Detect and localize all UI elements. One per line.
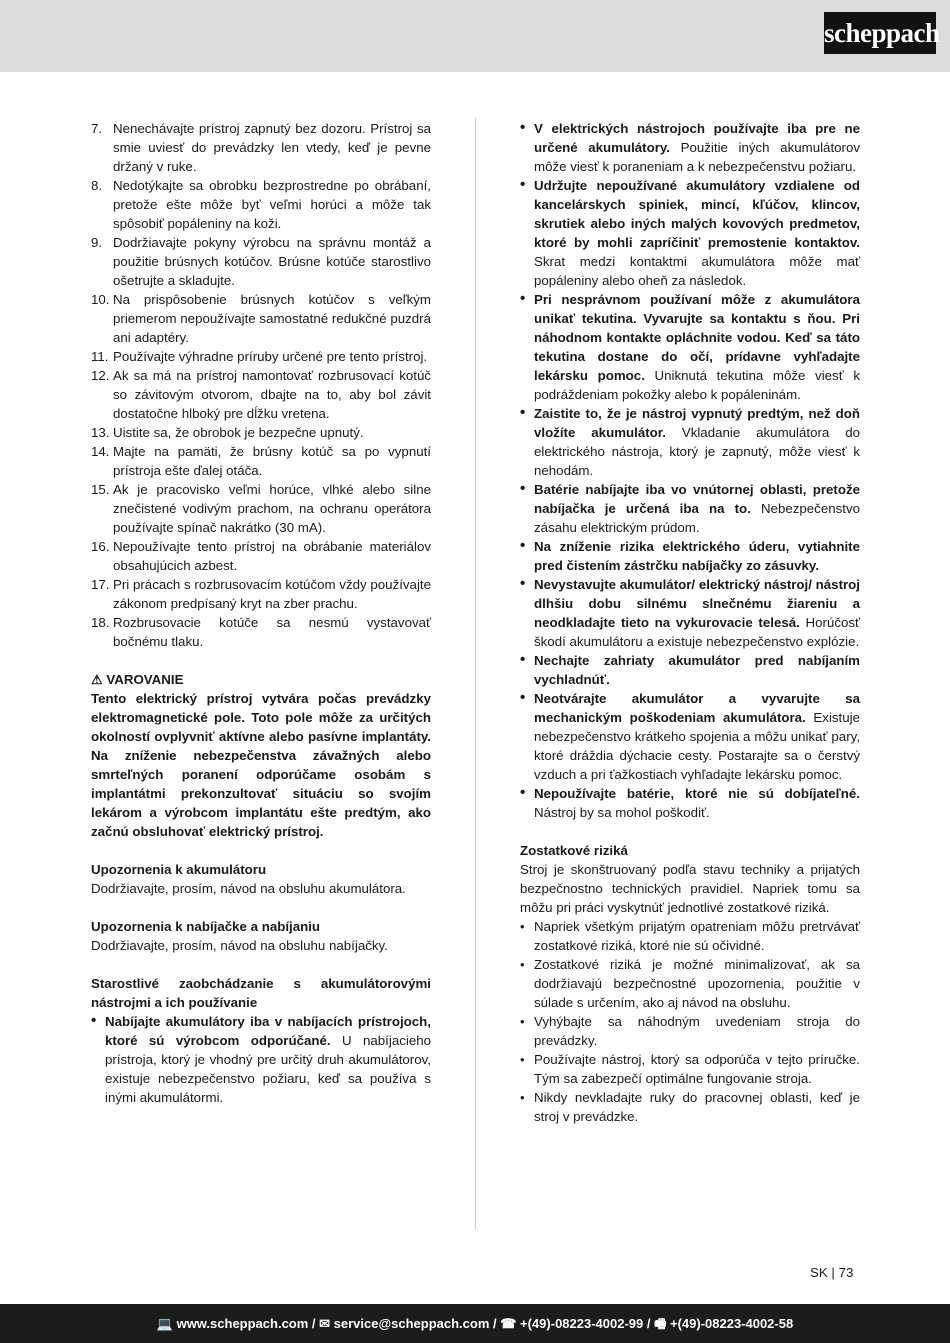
bullet-icon: • — [520, 919, 525, 934]
item-text: Ak je pracovisko veľmi horúce, vlhké alebo silne znečistené vodivým prachom, na ochranu operátora používajte spínač nakrátko (30 mA). — [113, 482, 431, 535]
numbered-item — [91, 347, 431, 366]
bullet-bold-text: Zaistite to, že je nástroj vypnutý predtým, než doň vložíte akumulátor. — [534, 406, 860, 440]
item-number: 11. — [91, 349, 109, 364]
bullet-content — [534, 784, 860, 822]
residual-item — [520, 955, 860, 1012]
residual-item — [520, 917, 860, 955]
page-header — [0, 0, 950, 72]
item-number: 17. — [91, 577, 110, 592]
bullet-icon: • — [520, 1052, 525, 1067]
care-bullet-bold: Nabíjajte akumulátory iba v nabíjacích prístrojoch, ktoré sú výrobcom odporúčané. — [105, 1014, 431, 1048]
bullet-item — [520, 575, 860, 651]
bullet-icon: • — [520, 404, 526, 421]
bullet-bold-text: V elektrických nástrojoch používajte iba pre ne určené akumulátory. — [534, 121, 860, 155]
item-text: Používajte výhradne príruby určené pre tento prístroj. — [113, 349, 428, 364]
residual-item-text: Zostatkové riziká je možné minimalizovať, ak sa dodržiavajú bezpečnostné upozornenia, použitie v súlade s určením, ako aj návod na obsluhu. — [534, 957, 860, 1010]
bullet-icon: • — [520, 1090, 525, 1105]
numbered-item — [91, 119, 431, 176]
bullet-normal-text: Horúčosť škodí akumulátoru a existuje nebezpečenstvo explózie. — [534, 615, 860, 649]
item-text: Na prispôsobenie brúsnych kotúčov s veľkým priemerom nepoužívajte samostatné redukčné puzdrá ani adaptéry. — [113, 292, 431, 345]
item-number: 8. — [91, 178, 103, 193]
bullet-content — [534, 651, 860, 689]
bullet-normal-text: Použitie iných akumulátorov môže viesť k poraneniam a k nebezpečenstvu požiaru. — [534, 140, 861, 174]
bullet-item — [520, 176, 860, 290]
numbered-item — [91, 176, 431, 233]
bullet-content — [534, 575, 860, 651]
item-text: Dodržiavajte pokyny výrobcu na správnu montáž a použitie brúsnych kotúčov. Brúsne kotúče starostlivo ošetrujte a skladujte. — [113, 235, 431, 288]
warning-icon: ⚠ — [91, 672, 103, 687]
item-number: 14. — [91, 444, 110, 459]
item-number: 12. — [91, 368, 110, 383]
warning-title: VAROVANIE — [106, 672, 184, 687]
item-number: 10. — [91, 292, 110, 307]
item-number: 13. — [91, 425, 110, 440]
bullet-item — [520, 290, 860, 404]
item-number: 15. — [91, 482, 110, 497]
residual-item-text: Používajte nástroj, ktorý sa odporúča v tejto príručke. Tým sa zabezpečí optimálne fungovanie stroja. — [534, 1052, 860, 1086]
numbered-item — [91, 423, 431, 442]
charger-notes-title: Upozornenia k nabíjačke a nabíjaniu — [91, 919, 321, 934]
item-number: 16. — [91, 539, 110, 554]
bullet-item — [520, 651, 860, 689]
residual-item-text: Vyhýbajte sa náhodným uvedeniam stroja do prevádzky. — [534, 1014, 860, 1048]
numbered-item — [91, 233, 431, 290]
bullet-content — [534, 480, 860, 537]
battery-notes-text: Dodržiavajte, prosím, návod na obsluhu akumulátora. — [91, 881, 406, 896]
residual-item — [520, 1012, 860, 1050]
bullet-icon: • — [520, 1014, 525, 1029]
right-column — [520, 119, 860, 1126]
residual-risks-list — [520, 917, 860, 1126]
bullet-normal-text: Uniknutá tekutina môže viesť k podráždeniam pokožky alebo k popáleninám. — [534, 368, 860, 402]
bullet-icon: • — [520, 957, 525, 972]
item-text: Rozbrusovacie kotúče sa nesmú vystavovať bočnému tlaku. — [113, 615, 431, 649]
residual-item-text: Napriek všetkým prijatým opatreniam môžu pretrvávať zostatkové riziká, ktoré nie sú očividné. — [534, 919, 860, 953]
bullet-icon: • — [520, 575, 526, 592]
item-number: 7. — [91, 121, 103, 136]
care-title: Starostlivé zaobchádzanie s akumulátorovými nástrojmi a ich používanie — [91, 976, 431, 1010]
numbered-item — [91, 613, 431, 651]
bullet-item — [520, 404, 860, 480]
bullet-bold-text: Nechajte zahriaty akumulátor pred nabíjaním vychladnúť. — [534, 653, 860, 687]
bullet-item — [520, 119, 860, 176]
bullet-normal-text: Nebezpečenstvo zásahu elektrickým prúdom. — [534, 501, 861, 535]
column-divider — [475, 118, 476, 1230]
charger-notes-text: Dodržiavajte, prosím, návod na obsluhu nabíjačky. — [91, 938, 388, 953]
bullet-bold-text: Pri nesprávnom používaní môže z akumulátora unikať tekutina. Vyvarujte sa kontaktu s ňou. Pri náhodnom kontakte opláchnite vodou. Keď sa táto tekutina dostane do očí, prídavne vyhľadajte lekársku pomoc. — [534, 292, 860, 383]
item-text: Nenechávajte prístroj zapnutý bez dozoru. Prístroj sa smie uviesť do prevádzky len vtedy, keď je pevne držaný v ruke. — [113, 121, 431, 174]
bullet-icon: • — [520, 290, 526, 307]
bullet-content — [534, 404, 860, 480]
bullet-normal-text: Nástroj by sa mohol poškodiť. — [534, 805, 710, 820]
bullet-bold-text: Nepoužívajte batérie, ktoré nie sú dobíjateľné. — [534, 786, 860, 801]
bullet-bold-text: Nevystavujte akumulátor/ elektrický nástroj/ nástroj dlhšiu dobu silnému slnečnému žiareniu a neodkladajte tieto na vykurovacie telesá. — [534, 577, 860, 630]
bullet-icon: • — [520, 689, 526, 706]
item-text: Nepoužívajte tento prístroj na obrábanie materiálov obsahujúcich azbest. — [113, 539, 431, 573]
bullet-bold-text: Batérie nabíjajte iba vo vnútornej oblasti, pretože nabíjačka je určená iba na to. — [534, 482, 860, 516]
warning-heading — [91, 670, 431, 689]
bullet-content — [534, 119, 860, 176]
scheppach-logo: scheppach — [824, 12, 936, 54]
bullet-item — [520, 480, 860, 537]
item-text: Ak sa má na prístroj namontovať rozbrusovací kotúč so závitovým otvorom, dbajte na to, aby bol závit dostatočne hlboký pre dĺžku vretena. — [113, 368, 431, 421]
bullet-icon: • — [520, 784, 526, 801]
bullet-normal-text: Skrat medzi kontaktmi akumulátora môže mať popáleniny alebo oheň za následok. — [534, 254, 860, 288]
item-number: 9. — [91, 235, 103, 250]
left-column — [91, 119, 431, 1107]
bullet-icon: • — [520, 537, 526, 554]
warning-text: Tento elektrický prístroj vytvára počas prevádzky elektromagnetické pole. Toto pole môže za určitých okolností ovplyvniť aktívne alebo pasívne implantáty. Na zníženie nebezpečenstva závažných alebo smrteľných poranení odporúčame osobám s implantátmi prekonzultovať situáciu so svojím lekárom a výrobcom implantátu ešte predtým, ako začnú obsluhovať elektrický prístroj. — [91, 691, 431, 839]
item-text: Uistite sa, že obrobok je bezpečne upnutý. — [113, 425, 364, 440]
item-text: Pri prácach s rozbrusovacím kotúčom vždy používajte zákonom predpísaný kryt na zber prachu. — [113, 577, 431, 611]
bullet-normal-text: Vkladanie akumulátora do elektrického nástroja, ktorý je zapnutý, môže viesť k nehodám. — [534, 425, 860, 478]
bullet-content — [534, 537, 860, 575]
bullet-content — [534, 290, 860, 404]
residual-risks-title: Zostatkové riziká — [520, 843, 628, 858]
item-text: Majte na pamäti, že brúsny kotúč sa po vypnutí prístroja ešte ďalej otáča. — [113, 444, 431, 478]
residual-item — [520, 1050, 860, 1088]
bullet-bold-text: Na zníženie rizika elektrického úderu, vytiahnite pred čistením zástrčku nabíjačky zo zásuvky. — [534, 539, 860, 573]
bullet-icon: • — [520, 176, 526, 193]
care-bullet-text: U nabíjacieho prístroja, ktorý je vhodný pre určitý druh akumulátorov, existuje nebezpečenstvo požiaru, keď sa používa s inými akumulátormi. — [105, 1033, 431, 1105]
item-text: Nedotýkajte sa obrobku bezprostredne po obrábaní, pretože ešte môže byť veľmi horúci a môže tak spôsobiť popáleniny na koži. — [113, 178, 431, 231]
bullet-item — [520, 784, 860, 822]
numbered-item — [91, 290, 431, 347]
numbered-item — [91, 366, 431, 423]
safety-numbered-list — [91, 119, 431, 651]
battery-notes-title: Upozornenia k akumulátoru — [91, 862, 267, 877]
bullet-bold-text: Neotvárajte akumulátor a vyvarujte sa mechanickým poškodeniam akumulátora. — [534, 691, 860, 725]
numbered-item — [91, 442, 431, 480]
residual-item — [520, 1088, 860, 1126]
bullet-icon: • — [91, 1012, 97, 1029]
footer-contact-bar: 💻 www.scheppach.com / ✉ service@scheppach.com / ☎ +(49)-08223-4002-99 / 🖷 +(49)-08223-4002-58 — [0, 1304, 950, 1343]
item-number: 18. — [91, 615, 110, 630]
numbered-item — [91, 480, 431, 537]
bullet-icon: • — [520, 651, 526, 668]
numbered-item — [91, 537, 431, 575]
bullet-item — [520, 689, 860, 784]
bullet-icon: • — [520, 480, 526, 497]
bullet-bold-text: Udržujte nepoužívané akumulátory vzdialene od kancelárskych spiniek, mincí, kľúčov, klincov, skrutiek alebo iných malých kovových predmetov, ktoré by mohli zapríčiniť premostenie kontaktov. — [534, 178, 860, 250]
battery-safety-list — [520, 119, 860, 822]
residual-risks-intro: Stroj je skonštruovaný podľa stavu techniky a prijatých bezpečnostno technických pravidiel. Napriek tomu sa môžu pri práci vyskytnúť jednotlivé zostatkové riziká. — [520, 862, 860, 915]
page-number: SK | 73 — [810, 1265, 854, 1280]
care-bullet — [91, 1012, 431, 1107]
bullet-normal-text: Existuje nebezpečenstvo krátkeho spojenia a môžu unikať pary, ktoré dráždia dýchacie cesty. Postarajte sa o čerstvý vzduch a pri ťažkostiach vyhľadajte lekársku pomoc. — [534, 710, 860, 782]
bullet-content — [534, 176, 860, 290]
bullet-content — [534, 689, 860, 784]
residual-item-text: Nikdy nevkladajte ruky do pracovnej oblasti, keď je stroj v prevádzke. — [534, 1090, 860, 1124]
bullet-icon: • — [520, 119, 526, 136]
numbered-item — [91, 575, 431, 613]
bullet-item — [520, 537, 860, 575]
